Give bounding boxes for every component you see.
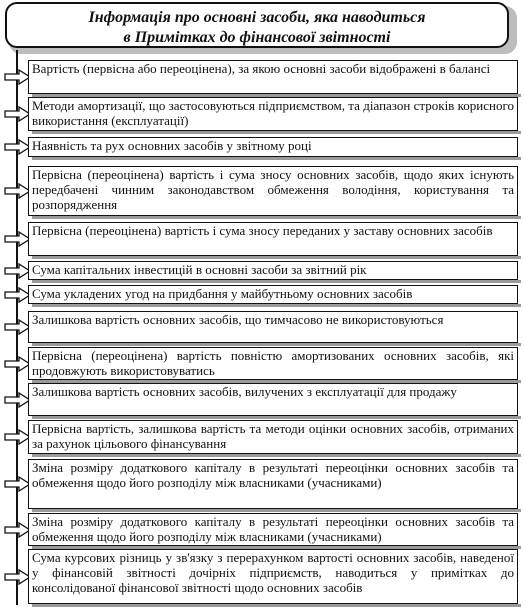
list-item-text: Залишкова вартість основних засобів, що тимчасово не використовуються xyxy=(32,312,444,327)
list-item-text: Методи амортизації, що застосовуються підприємством, та діапазон строків корисного використання (експлуатації) xyxy=(32,98,514,128)
list-item-box xyxy=(28,261,518,280)
list-item xyxy=(0,222,524,256)
list-item-text: Первісна (переоцінена) вартість і сума зносу основних засобів, щодо яких існують передбачені чинним законодавством обмеження володіння, користування та розпорядження xyxy=(32,167,514,212)
list-item-text: Зміна розміру додаткового капіталу в результаті переоцінки основних засобів та обмеження щодо його розподілу між власниками (учасниками) xyxy=(32,460,514,490)
list-item-box xyxy=(28,137,518,157)
list-item xyxy=(0,166,524,216)
list-item-text: Первісна (переоцінена) вартість повністю амортизованих основних засобів, які продовжують використовуватись xyxy=(32,348,514,378)
title-line-1: Інформація про основні засоби, яка наводиться xyxy=(88,9,426,26)
list-item-box xyxy=(28,311,518,343)
list-item-box xyxy=(28,166,518,216)
list-item-text: Залишкова вартість основних засобів, вилучених з експлуатації для продажу xyxy=(32,384,457,399)
list-item-box xyxy=(28,459,518,509)
list-item xyxy=(0,97,524,131)
list-item xyxy=(0,60,524,94)
list-item xyxy=(0,420,524,454)
list-item xyxy=(0,285,524,304)
list-item xyxy=(0,347,524,380)
list-item xyxy=(0,311,524,343)
list-item xyxy=(0,261,524,280)
list-item-box xyxy=(28,347,518,380)
list-item-text: Сума укладених угод на придбання у майбутньому основних засобів xyxy=(32,286,413,301)
list-item xyxy=(0,513,524,546)
list-item xyxy=(0,549,524,604)
list-item-text: Зміна розміру додаткового капіталу в результаті переоцінки основних засобів та обмеження щодо його розподілу між власниками (учасниками) xyxy=(32,514,514,544)
title-line-2: в Примітках до фінансової звітності xyxy=(123,29,391,46)
list-item-text: Вартість (первісна або переоцінена), за якою основні засоби відображені в балансі xyxy=(32,61,491,76)
list-item-box xyxy=(28,97,518,131)
list-item-text: Сума курсових різниць у зв'язку з перерахунком вартості основних засобів, наведеної у фінансовій звітності дочірніх підприємств, наводиться у примітках до консолідованої фінансової звітності щодо основних засобів xyxy=(32,550,514,595)
list-item-box xyxy=(28,60,518,94)
title-block xyxy=(5,2,517,56)
list-item-box xyxy=(28,513,518,546)
list-item xyxy=(0,137,524,157)
list-item-box xyxy=(28,285,518,304)
list-item xyxy=(0,383,524,416)
list-item-box xyxy=(28,420,518,454)
list-item-box xyxy=(28,383,518,416)
title-box xyxy=(5,2,509,48)
list-item-box xyxy=(28,222,518,256)
list-item-text: Сума капітальних інвестицій в основні засоби за звітний рік xyxy=(32,262,367,277)
list-item-text: Наявність та рух основних засобів у звітному році xyxy=(32,138,312,153)
list-item-text: Первісна вартість, залишкова вартість та методи оцінки основних засобів, отриманих за рахунок цільового фінансування xyxy=(32,421,514,451)
list-item xyxy=(0,459,524,509)
list-item-text: Первісна (переоцінена) вартість і сума зносу переданих у заставу основних засобів xyxy=(32,223,493,238)
list-item-box xyxy=(28,549,518,604)
